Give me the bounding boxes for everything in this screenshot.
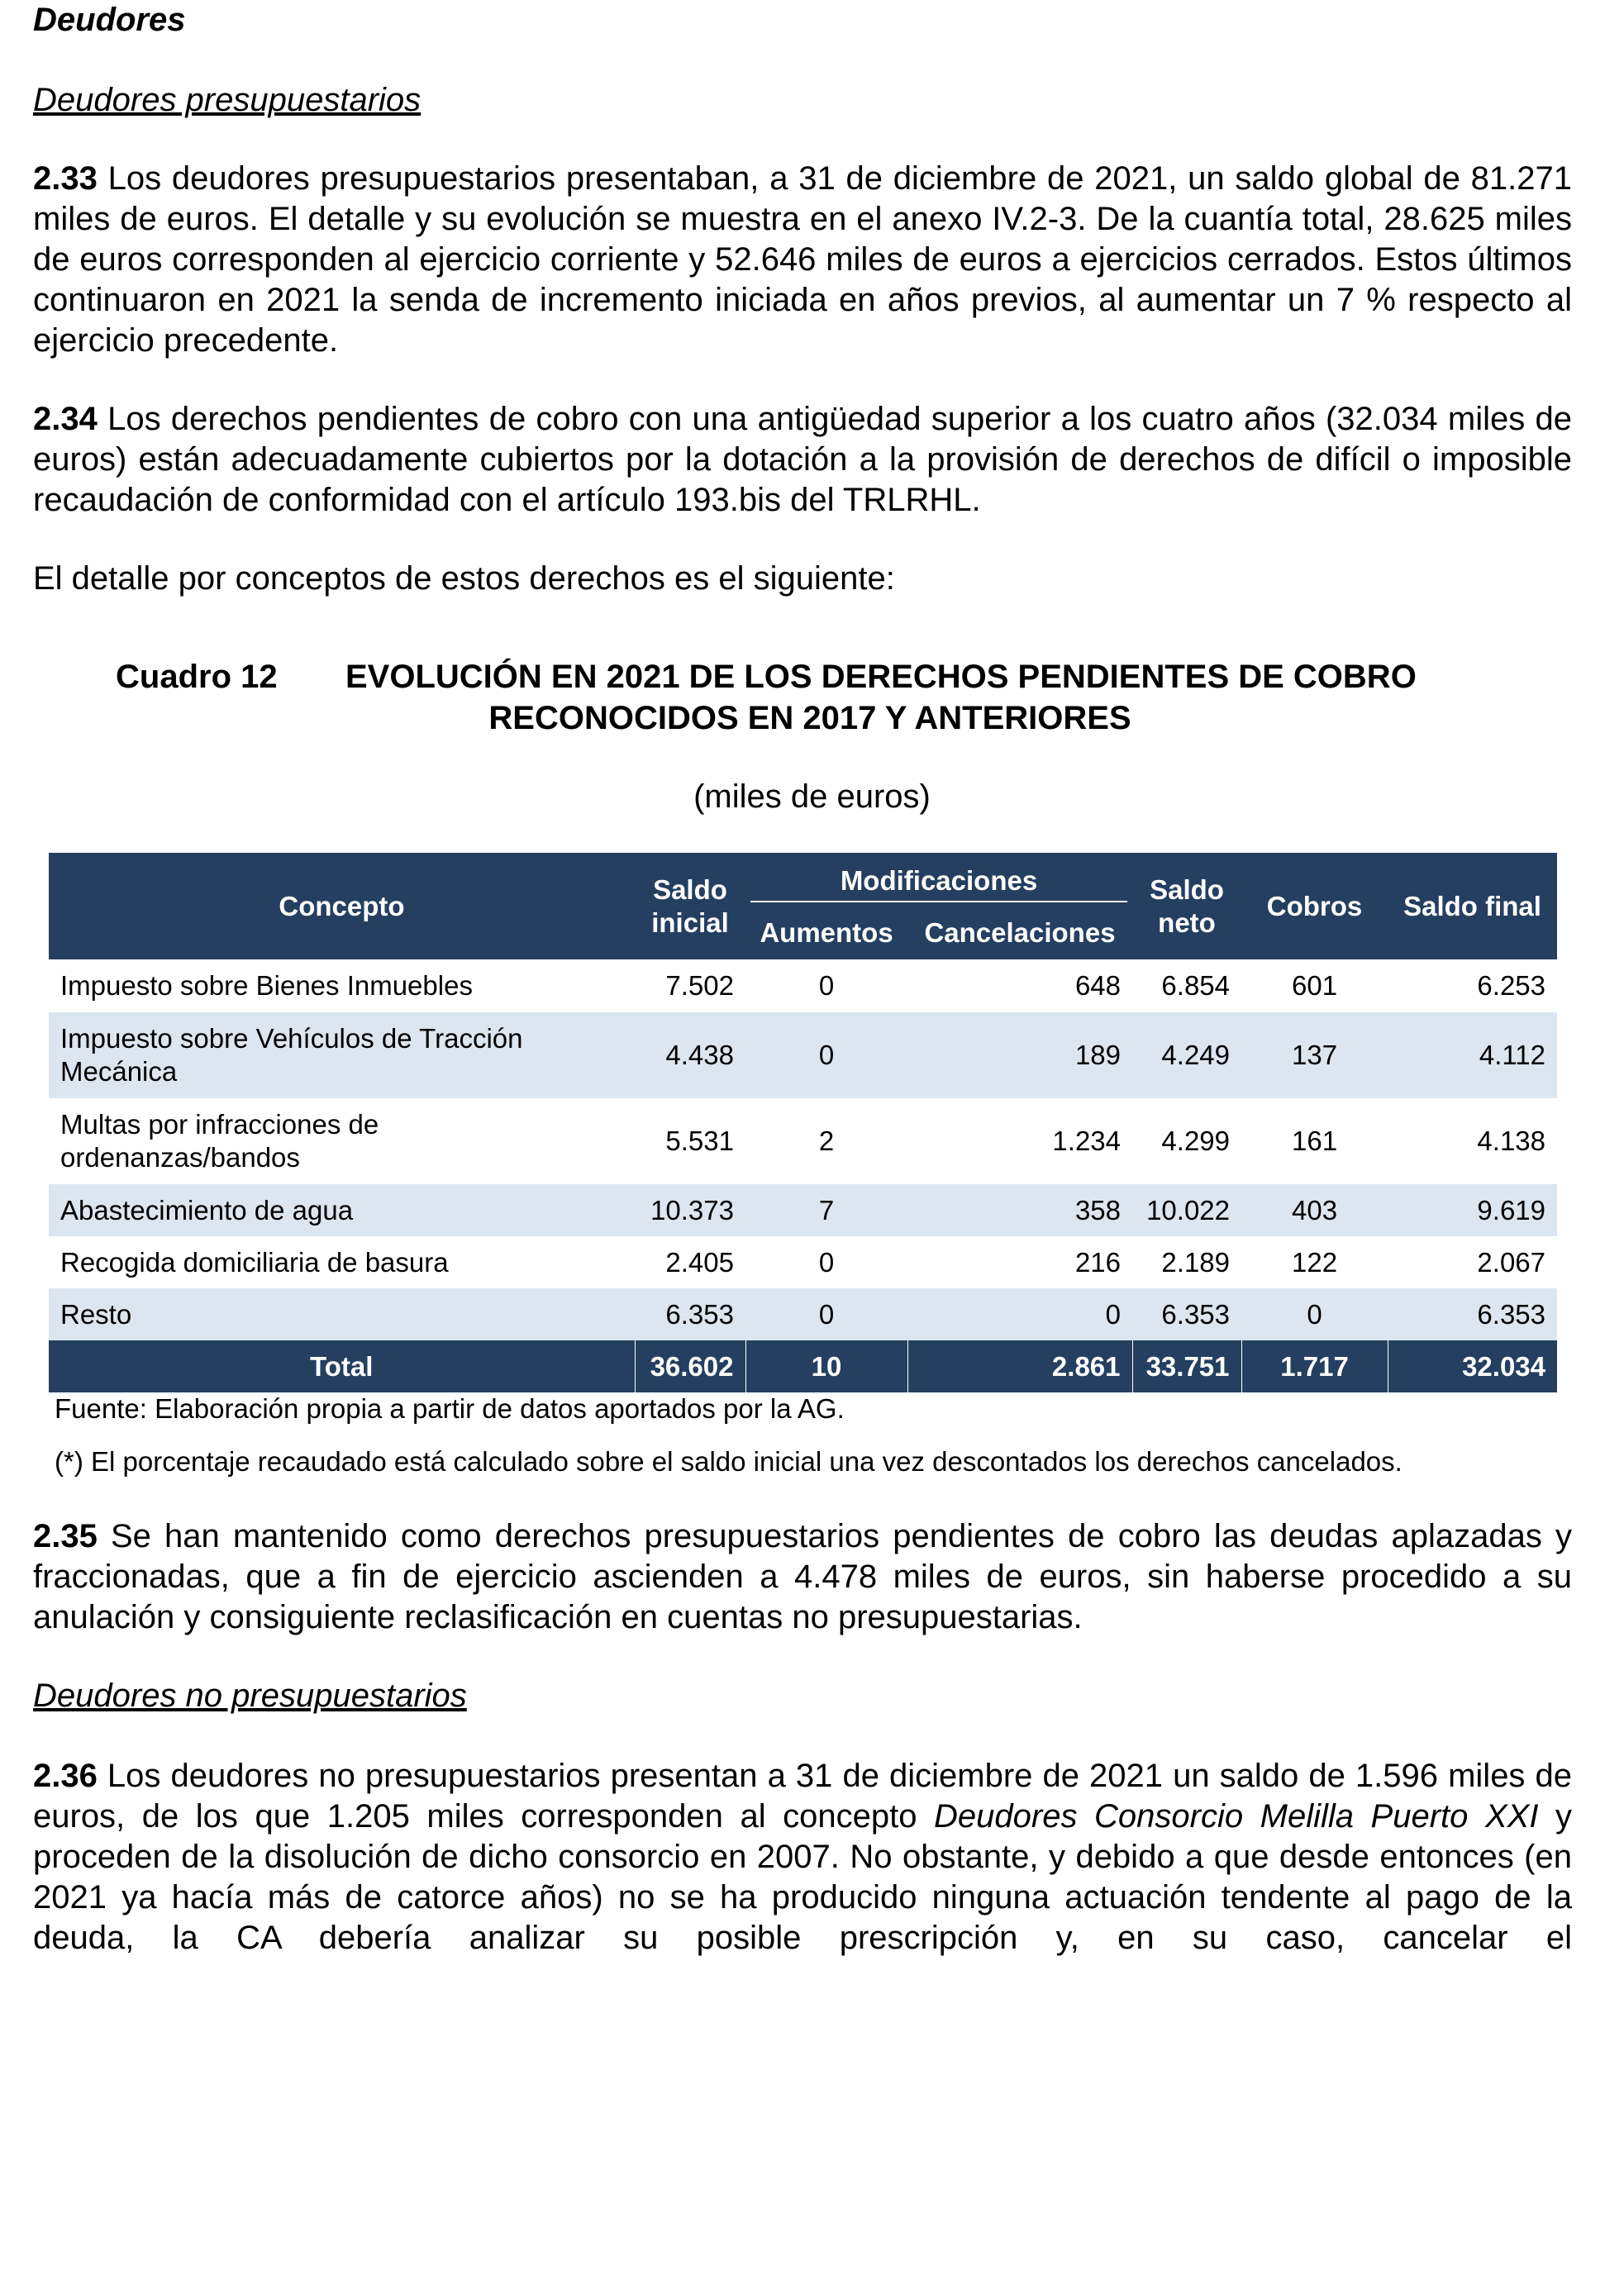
cell-cobros: 601 <box>1291 970 1338 1001</box>
cell-cancelaciones: 0 <box>907 1288 1132 1340</box>
header-concepto: Concepto <box>49 853 635 959</box>
table-row <box>49 959 1557 1012</box>
cell-saldo-final: 9.619 <box>1388 1184 1557 1236</box>
cell-saldo-neto: 10.022 <box>1132 1184 1241 1236</box>
cell-saldo-final: 6.253 <box>1477 970 1546 1001</box>
cell-cancelaciones: 648 <box>1074 970 1122 1001</box>
cell-saldo-neto: 2.189 <box>1161 1246 1231 1278</box>
cell-saldo-inicial: 5.531 <box>665 1126 734 1156</box>
cell-concepto: Abastecimiento de agua <box>49 1184 635 1236</box>
cell-saldo-final: 6.353 <box>1388 1288 1557 1340</box>
cell-saldo-neto: 4.249 <box>1132 1012 1241 1098</box>
table-row <box>49 1184 1557 1236</box>
paragraph-number: 2.33 <box>33 160 98 197</box>
paragraph-number: 2.36 <box>33 1758 98 1794</box>
cell-cobros: 0 <box>1241 1288 1388 1340</box>
cell-cancelaciones: 189 <box>907 1012 1132 1098</box>
header-saldo-final: Saldo final <box>1388 853 1557 959</box>
cell-concepto: Impuesto sobre Vehículos de Tracción Mecánica <box>49 1012 635 1098</box>
total-cobros: 1.717 <box>1241 1340 1388 1392</box>
cell-aumentos: 7 <box>745 1184 907 1236</box>
paragraph-2-34 <box>33 399 1572 521</box>
total-cancelaciones: 2.861 <box>907 1340 1132 1392</box>
header-modificaciones-label: Modificaciones <box>750 864 1127 902</box>
cell-saldo-final: 4.138 <box>1477 1126 1546 1156</box>
paragraph-number: 2.34 <box>33 401 98 437</box>
total-saldo-neto: 33.751 <box>1132 1340 1241 1392</box>
cell-cobros: 161 <box>1291 1126 1338 1156</box>
cell-aumentos: 0 <box>818 970 835 1001</box>
total-concepto: Total <box>49 1340 635 1392</box>
paragraph-2-35 <box>33 1516 1572 1638</box>
cell-concepto: Recogida domiciliaria de basura <box>60 1246 449 1278</box>
header-saldo-inicial: Saldo inicial <box>635 853 745 959</box>
header-modificaciones <box>745 853 1132 906</box>
table-row <box>49 1098 1557 1184</box>
table-source: Fuente: Elaboración propia a partir de datos aportados por la AG. <box>55 1393 845 1424</box>
cell-saldo-inicial: 6.353 <box>635 1288 745 1340</box>
cell-cancelaciones: 216 <box>1074 1246 1122 1278</box>
cell-saldo-neto: 6.353 <box>1132 1288 1241 1340</box>
cell-cobros: 403 <box>1241 1184 1388 1236</box>
table-title-line1: EVOLUCIÓN EN 2021 DE LOS DERECHOS PENDIENTES DE COBRO <box>345 659 1417 695</box>
paragraph-text: y proceden de la disolución de dicho consorcio en 2007. No obstante, y debido a que desde entonces (en 2021 ya hacía más de catorce años) no se ha producido ninguna actuación tendente al pago de la deuda, la CA debería analizar su posible prescripción y, en su caso, cancelar el <box>33 1798 1573 1956</box>
cell-saldo-inicial: 10.373 <box>635 1184 745 1236</box>
paragraph-text: Se han mantenido como derechos presupuestarios pendientes de cobro las deudas aplazadas y fraccionadas, que a fin de ejercicio ascienden a 4.478 miles de euros, sin haberse procedido a su anulación y consiguiente reclasificación en cuentas no presupuestarias. <box>33 1518 1572 1635</box>
cell-cobros: 122 <box>1291 1246 1338 1278</box>
paragraph-italic-term: Deudores Consorcio Melilla Puerto XXI <box>934 1798 1539 1835</box>
cell-saldo-inicial: 2.405 <box>665 1246 734 1278</box>
table-row <box>49 1012 1557 1098</box>
table-number: Cuadro 12 <box>116 659 278 695</box>
paragraph-text: Los deudores presupuestarios presentaban, a 31 de diciembre de 2021, un saldo global de 81.271 miles de euros. El detalle y su evolución se muestra en el anexo IV.2-3. De la cuantía total, 28.625 miles de euros corresponden al ejercicio corriente y 52.646 miles de euros a ejercicios cerrados. Estos últimos continuaron en 2021 la senda de incremento iniciada en años previos, al aumentar un 7 % respecto al ejercicio precedente. <box>33 160 1572 359</box>
table-row <box>49 1236 1557 1288</box>
data-table <box>49 853 1557 1392</box>
cell-saldo-inicial: 4.438 <box>635 1012 745 1098</box>
table-total-row <box>49 1340 1557 1392</box>
cell-saldo-inicial: 7.502 <box>665 970 734 1001</box>
cell-saldo-final: 4.112 <box>1388 1012 1557 1098</box>
total-aumentos: 10 <box>745 1340 907 1392</box>
subsection-title-presupuestarios: Deudores presupuestarios <box>33 82 421 118</box>
header-saldo-neto: Saldo neto <box>1132 853 1241 959</box>
total-saldo-inicial: 36.602 <box>635 1340 745 1392</box>
subsection-title-no-presupuestarios: Deudores no presupuestarios <box>33 1678 467 1714</box>
table-title-line2: RECONOCIDOS EN 2017 Y ANTERIORES <box>488 700 1131 736</box>
paragraph-detail: El detalle por conceptos de estos derechos es el siguiente: <box>33 560 895 597</box>
table-row <box>49 1288 1557 1340</box>
paragraph-2-36 <box>33 1756 1572 1958</box>
header-cancelaciones: Cancelaciones <box>907 906 1132 959</box>
cell-saldo-neto: 4.299 <box>1161 1126 1231 1156</box>
table-note: (*) El porcentaje recaudado está calculado sobre el saldo inicial una vez descontados los derechos cancelados. <box>55 1446 1403 1477</box>
paragraph-text: Los derechos pendientes de cobro con una antigüedad superior a los cuatro años (32.034 miles de euros) están adecuadamente cubiertos por la dotación a la provisión de derechos de difícil o imposible recaudación de conformidad con el artículo 193.bis del TRLRHL. <box>33 401 1572 518</box>
cell-aumentos: 0 <box>745 1012 907 1098</box>
paragraph-2-33 <box>33 159 1572 361</box>
cell-cancelaciones: 1.234 <box>1052 1126 1122 1156</box>
section-title: Deudores <box>33 2 186 38</box>
header-aumentos: Aumentos <box>745 906 907 959</box>
total-saldo-final: 32.034 <box>1388 1340 1557 1392</box>
cell-saldo-final: 2.067 <box>1477 1246 1546 1278</box>
cell-aumentos: 2 <box>818 1126 835 1156</box>
cell-concepto: Impuesto sobre Bienes Inmuebles <box>60 970 473 1001</box>
table-units: (miles de euros) <box>693 778 931 815</box>
cell-concepto: Multas por infracciones de ordenanzas/bandos <box>60 1109 379 1173</box>
cell-aumentos: 0 <box>745 1288 907 1340</box>
header-cobros: Cobros <box>1241 853 1388 959</box>
paragraph-text: Los deudores no presupuestarios presentan a 31 de diciembre de 2021 un saldo de 1.596 miles de euros, de los que 1.205 miles corresponden al concepto <box>33 1758 1572 1835</box>
cell-saldo-neto: 6.854 <box>1161 970 1231 1001</box>
paragraph-number: 2.35 <box>33 1518 98 1554</box>
cell-aumentos: 0 <box>818 1246 835 1278</box>
cell-concepto: Resto <box>49 1288 635 1340</box>
cell-cancelaciones: 358 <box>907 1184 1132 1236</box>
cell-cobros: 137 <box>1241 1012 1388 1098</box>
